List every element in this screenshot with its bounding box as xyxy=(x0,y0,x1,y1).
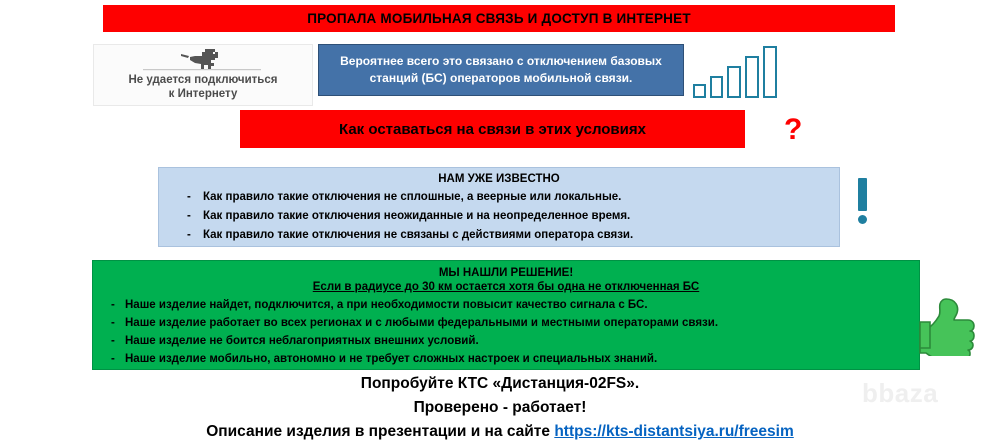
watermark: bbaza xyxy=(862,378,939,408)
bullet-dash: - xyxy=(111,317,115,329)
signal-bar-4 xyxy=(745,56,759,98)
question-banner xyxy=(240,110,745,148)
list-item xyxy=(103,332,909,350)
bullet-dash: - xyxy=(111,353,115,365)
top-banner-text: ПРОПАЛА МОБИЛЬНАЯ СВЯЗЬ И ДОСТУП В ИНТЕРНЕТ xyxy=(307,11,691,26)
footer-line-2: Проверено - работает! xyxy=(413,399,587,416)
footer xyxy=(0,372,1000,444)
known-facts-list xyxy=(169,188,829,245)
known-facts-box xyxy=(158,167,840,247)
signal-bars-icon xyxy=(693,40,783,98)
known-facts-item-text: Как правило такие отключения не связаны с действиями оператора связи. xyxy=(203,229,634,241)
signal-bar-1 xyxy=(693,84,706,98)
blue-explanation-line1: Вероятнее всего это связано с отключением базовых xyxy=(340,54,662,68)
dinosaur-icon xyxy=(143,47,263,73)
solution-title: МЫ НАШЛИ РЕШЕНИЕ! xyxy=(438,267,574,279)
known-facts-title: НАМ УЖЕ ИЗВЕСТНО xyxy=(438,173,560,185)
no-internet-box xyxy=(93,44,313,106)
list-item xyxy=(169,226,829,245)
bullet-dash: - xyxy=(111,335,115,347)
footer-line-1: Попробуйте КТС «Дистанция-02FS». xyxy=(360,375,640,392)
solution-item-text: Наше изделие работает во всех регионах и с любыми федеральными и местными операторами связи. xyxy=(125,317,719,329)
footer-line-3 xyxy=(0,420,1000,444)
solution-item-text: Наше изделие найдет, подключится, а при необходимости повысит качество сигнала с БС. xyxy=(125,299,648,311)
solution-list xyxy=(103,296,909,368)
blue-explanation-line2: станций (БС) операторов мобильной связи. xyxy=(369,71,633,85)
product-description-link[interactable]: https://kts-distantsiya.ru/freesim xyxy=(554,423,794,440)
bullet-dash: - xyxy=(111,299,115,311)
known-facts-item-text: Как правило такие отключения не сплошные, а веерные или локальные. xyxy=(203,191,622,203)
signal-bar-3 xyxy=(727,66,741,98)
bullet-dash: - xyxy=(187,210,191,222)
thumbs-up-icon xyxy=(916,296,978,356)
solution-item-text: Наше изделие мобильно, автономно и не требует сложных настроек и специальных знаний. xyxy=(125,353,658,365)
list-item xyxy=(169,188,829,207)
no-internet-caption-line1: Не удается подключиться xyxy=(128,74,278,86)
list-item xyxy=(103,314,909,332)
blue-explanation-box xyxy=(318,44,684,96)
list-item xyxy=(103,296,909,314)
signal-bar-2 xyxy=(710,76,723,98)
signal-bar-5 xyxy=(763,46,777,98)
footer-line-3-prefix: Описание изделия в презентации и на сайте xyxy=(206,423,555,440)
exclamation-dot xyxy=(858,215,867,224)
top-banner xyxy=(103,5,895,32)
no-internet-caption-line2: к Интернету xyxy=(168,88,238,100)
question-banner-text: Как оставаться на связи в этих условиях xyxy=(339,120,646,138)
solution-box xyxy=(92,260,920,370)
solution-subtitle: Если в радиусе до 30 км остается хотя бы одна не отключенная БС xyxy=(312,281,700,293)
bullet-dash: - xyxy=(187,191,191,203)
list-item xyxy=(103,350,909,368)
solution-item-text: Наше изделие не боится неблагоприятных внешних условий. xyxy=(125,335,479,347)
exclamation-bar xyxy=(858,178,867,211)
question-mark-icon: ? xyxy=(784,113,803,146)
bullet-dash: - xyxy=(187,229,191,241)
known-facts-item-text: Как правило такие отключения неожиданные и на неопределенное время. xyxy=(203,210,631,222)
list-item xyxy=(169,207,829,226)
exclamation-icon xyxy=(855,178,869,224)
